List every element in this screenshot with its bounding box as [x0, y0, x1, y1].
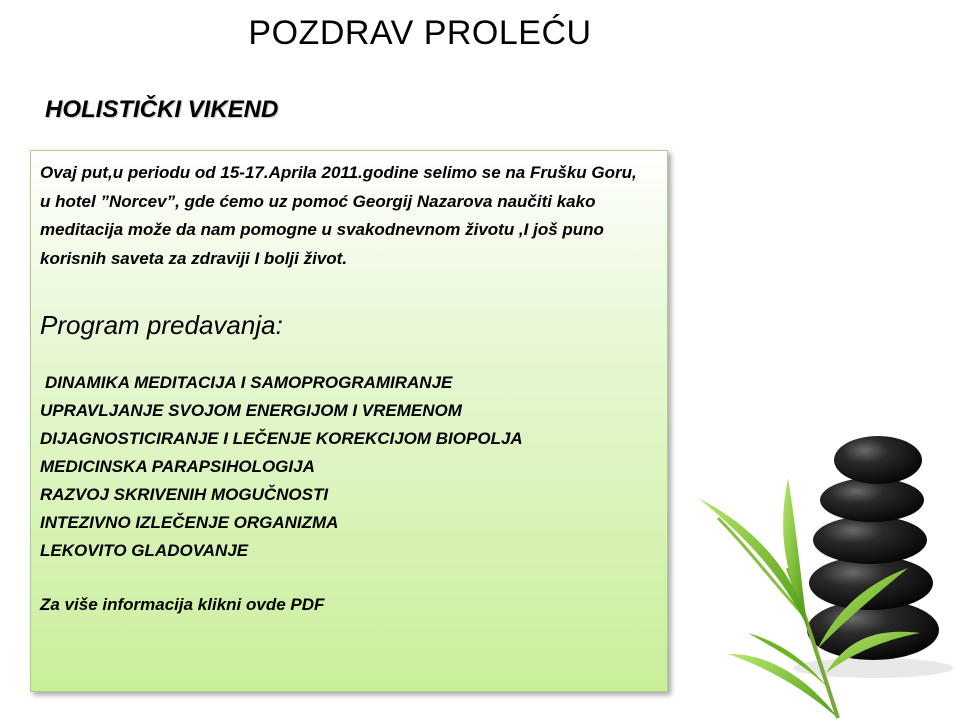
program-heading: Program predavanja:	[40, 310, 283, 340]
program-item: MEDICINSKA PARAPSIHOLOGIJA	[40, 457, 315, 476]
zen-stones-bamboo-image	[688, 418, 960, 720]
stone	[809, 556, 933, 610]
program-item: DIJAGNOSTICIRANJE I LEČENJE KOREKCIJOM BIOPOLJA	[40, 429, 523, 448]
intro-paragraph: Ovaj put,u periodu od 15-17.Aprila 2011.godine selimo se na Frušku Goru, u hotel ”Norcev”, gde ćemo uz pomoć Georgij Nazarova naučiti kako meditacija može da nam pomogne u svakodnevnom životu ,I još puno korisnih saveta za zdraviji I bolji život.	[40, 163, 637, 268]
program-item: UPRAVLJANJE SVOJOM ENERGIJOM I VREMENOM	[40, 401, 462, 420]
stone	[820, 478, 924, 522]
slide-title: POZDRAV PROLEĆU	[248, 14, 592, 52]
program-item: RAZVOJ SKRIVENIH MOGUČNOSTI	[40, 485, 329, 504]
program-item: INTEZIVNO IZLEČENJE ORGANIZMA	[40, 513, 339, 532]
info-box	[30, 150, 668, 692]
program-item: DINAMIKA MEDITACIJA I SAMOPROGRAMIRANJE	[45, 373, 453, 392]
slide-subtitle: HOLISTIČKI VIKEND	[45, 96, 279, 123]
stone	[813, 516, 927, 564]
stone	[834, 436, 922, 484]
more-info-link[interactable]: Za više informacija klikni ovde PDF	[40, 595, 325, 614]
program-item: LEKOVITO GLADOVANJE	[40, 541, 249, 560]
program-list	[40, 369, 649, 565]
